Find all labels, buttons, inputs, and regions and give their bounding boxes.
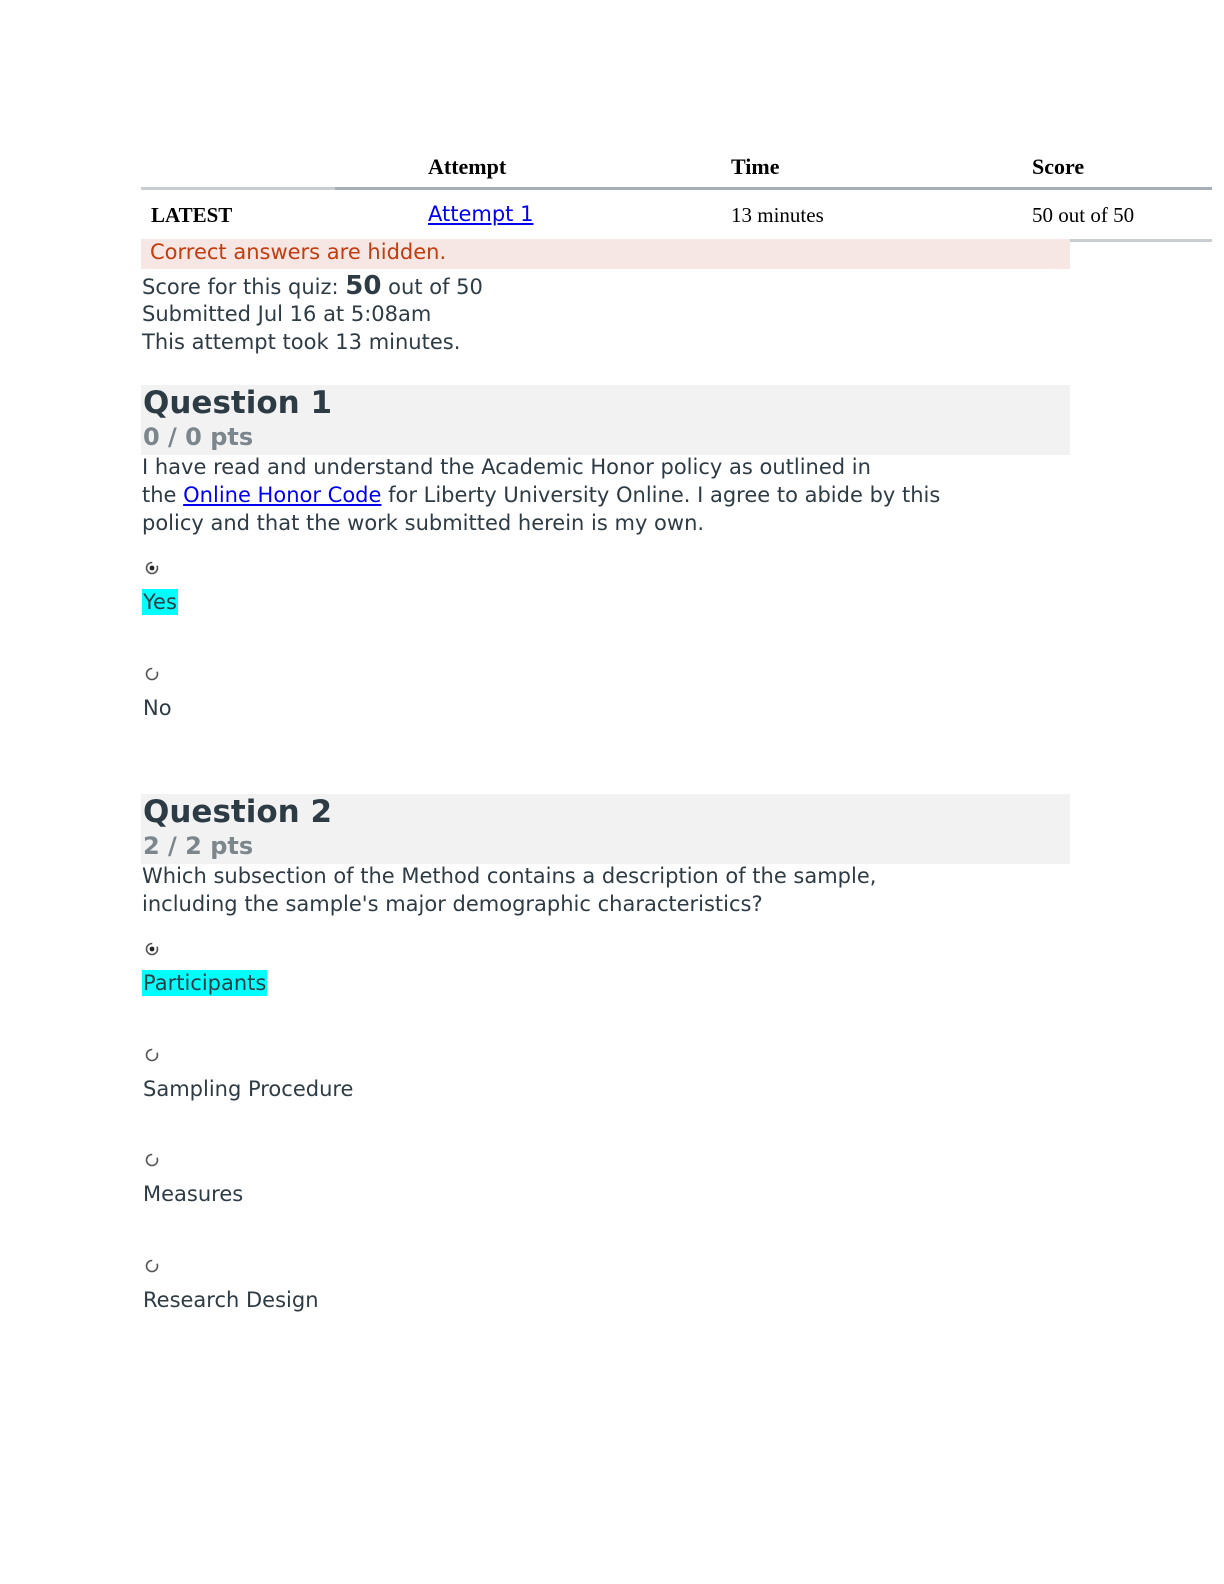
score-suffix: out of 50 (381, 275, 483, 299)
table-header-score: Score (1032, 154, 1085, 179)
answer-option-measures[interactable]: Measures (143, 1182, 244, 1206)
score-value: 50 (345, 271, 382, 301)
answers-hidden-alert (141, 239, 1070, 269)
latest-label: LATEST (151, 203, 233, 227)
question-2-title: Question 2 (143, 794, 333, 830)
question-1-text-fragment: for Liberty University Online. I agree to abide by this (381, 483, 941, 507)
table-header-time: Time (731, 154, 780, 179)
question-2-text (142, 862, 1062, 918)
radio-selected-icon[interactable] (145, 942, 159, 956)
question-2-text-line: Which subsection of the Method contains a description of the sample, (142, 864, 877, 888)
radio-unselected-icon[interactable] (145, 667, 159, 681)
answer-option-participants[interactable]: Participants (143, 971, 267, 995)
attempt-score: 50 out of 50 (1032, 203, 1135, 227)
attempt-time: 13 minutes (731, 203, 824, 227)
answer-option-no[interactable]: No (143, 696, 172, 720)
question-1-text-line: policy and that the work submitted herein is my own. (142, 511, 705, 535)
radio-unselected-icon[interactable] (145, 1259, 159, 1273)
quiz-score-line (142, 271, 483, 301)
radio-selected-icon[interactable] (145, 561, 159, 575)
answer-option-yes[interactable]: Yes (143, 590, 177, 614)
honor-code-link[interactable]: Online Honor Code (183, 483, 382, 507)
answer-option-research-design[interactable]: Research Design (143, 1288, 319, 1312)
header-divider (141, 187, 335, 190)
radio-unselected-icon[interactable] (145, 1153, 159, 1167)
question-1-text (142, 453, 1062, 537)
score-prefix: Score for this quiz: (142, 275, 346, 299)
question-1-points: 0 / 0 pts (143, 423, 254, 451)
question-1-header (141, 385, 1070, 455)
question-1-title: Question 1 (143, 385, 333, 421)
question-2-header (141, 794, 1070, 864)
duration-line: This attempt took 13 minutes. (142, 330, 461, 354)
answer-option-sampling-procedure[interactable]: Sampling Procedure (143, 1077, 354, 1101)
table-header-attempt: Attempt (428, 154, 507, 179)
submitted-line: Submitted Jul 16 at 5:08am (142, 302, 432, 326)
question-2-text-line: including the sample's major demographic characteristics? (142, 892, 763, 916)
alert-text: Correct answers are hidden. (150, 240, 447, 264)
question-1-text-fragment: the (142, 483, 184, 507)
question-2-points: 2 / 2 pts (143, 832, 254, 860)
question-1-text-line: I have read and understand the Academic Honor policy as outlined in (142, 455, 871, 479)
header-divider (335, 187, 1212, 190)
attempt-link[interactable]: Attempt 1 (428, 202, 534, 226)
radio-unselected-icon[interactable] (145, 1048, 159, 1062)
